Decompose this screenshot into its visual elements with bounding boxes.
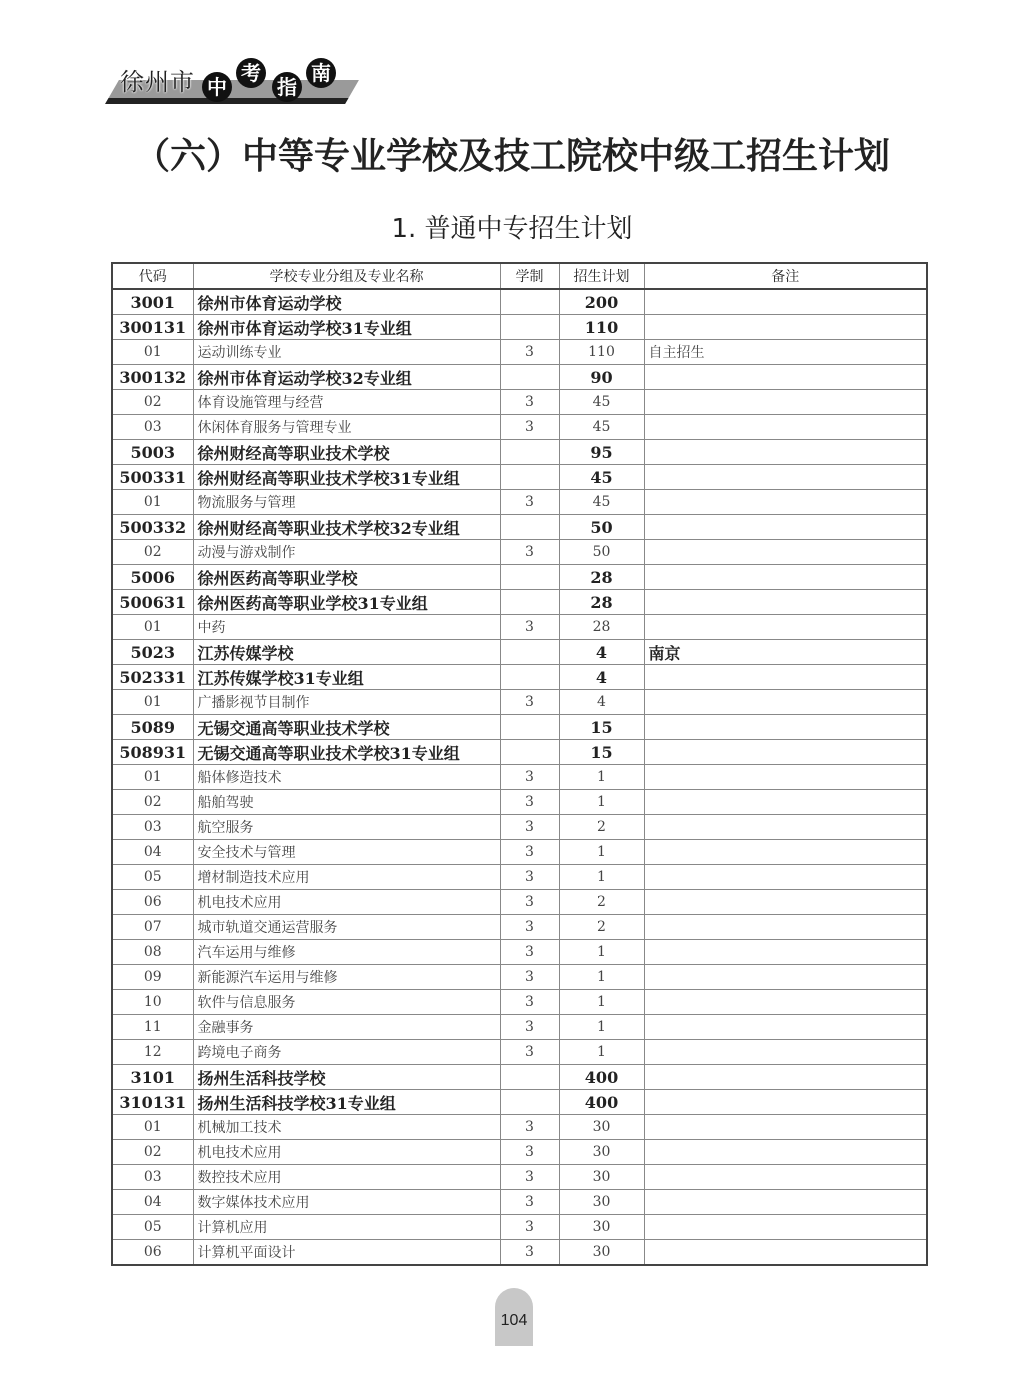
cell-plan: 1 xyxy=(559,1015,644,1040)
cell-note xyxy=(644,490,927,515)
cell-name: 扬州生活科技学校31专业组 xyxy=(193,1090,500,1115)
table-row xyxy=(112,515,927,540)
cell-plan: 2 xyxy=(559,815,644,840)
cell-years xyxy=(500,365,559,390)
cell-name: 新能源汽车运用与维修 xyxy=(193,965,500,990)
table-row xyxy=(112,1040,927,1065)
table-row xyxy=(112,565,927,590)
table-row xyxy=(112,315,927,340)
table-row xyxy=(112,1090,927,1115)
cell-plan: 1 xyxy=(559,940,644,965)
cell-note xyxy=(644,415,927,440)
cell-code: 01 xyxy=(112,615,193,640)
table-row xyxy=(112,615,927,640)
cell-code: 5003 xyxy=(112,440,193,465)
table-row xyxy=(112,289,927,315)
cell-plan: 15 xyxy=(559,715,644,740)
cell-plan: 1 xyxy=(559,790,644,815)
cell-years xyxy=(500,465,559,490)
cell-code: 05 xyxy=(112,1215,193,1240)
table-row xyxy=(112,465,927,490)
page-number: 104 xyxy=(495,1288,533,1346)
cell-plan: 30 xyxy=(559,1190,644,1215)
header-plan: 招生计划 xyxy=(559,263,644,289)
cell-code: 06 xyxy=(112,1240,193,1266)
cell-code: 02 xyxy=(112,790,193,815)
cell-plan: 50 xyxy=(559,540,644,565)
cell-years xyxy=(500,1065,559,1090)
cell-note xyxy=(644,765,927,790)
cell-years: 3 xyxy=(500,490,559,515)
cell-plan: 90 xyxy=(559,365,644,390)
table-row xyxy=(112,890,927,915)
cell-name: 船体修造技术 xyxy=(193,765,500,790)
cell-code: 500332 xyxy=(112,515,193,540)
page-title: （六）中等专业学校及技工院校中级工招生计划 xyxy=(133,136,890,177)
cell-plan: 2 xyxy=(559,915,644,940)
table-row xyxy=(112,440,927,465)
cell-code: 01 xyxy=(112,340,193,365)
table-row xyxy=(112,915,927,940)
cell-name: 数控技术应用 xyxy=(193,1165,500,1190)
cell-name: 徐州医药高等职业学校 xyxy=(193,565,500,590)
table-row xyxy=(112,1140,927,1165)
cell-plan: 30 xyxy=(559,1140,644,1165)
table-body xyxy=(112,289,927,1265)
cell-code: 500331 xyxy=(112,465,193,490)
cell-note: 自主招生 xyxy=(644,340,927,365)
cell-years: 3 xyxy=(500,890,559,915)
cell-note: 南京 xyxy=(644,640,927,665)
table-row xyxy=(112,1115,927,1140)
table-row xyxy=(112,1240,927,1266)
table-row xyxy=(112,415,927,440)
cell-code: 03 xyxy=(112,815,193,840)
cell-years: 3 xyxy=(500,915,559,940)
cell-code: 310131 xyxy=(112,1090,193,1115)
cell-plan: 1 xyxy=(559,865,644,890)
cell-code: 10 xyxy=(112,990,193,1015)
cell-code: 02 xyxy=(112,540,193,565)
cell-code: 01 xyxy=(112,690,193,715)
cell-years: 3 xyxy=(500,1190,559,1215)
cell-name: 徐州财经高等职业技术学校 xyxy=(193,440,500,465)
cell-code: 500631 xyxy=(112,590,193,615)
cell-note xyxy=(644,1190,927,1215)
cell-code: 01 xyxy=(112,1115,193,1140)
cell-years: 3 xyxy=(500,990,559,1015)
cell-note xyxy=(644,815,927,840)
cell-plan: 30 xyxy=(559,1215,644,1240)
cell-note xyxy=(644,515,927,540)
cell-years xyxy=(500,590,559,615)
table-row xyxy=(112,865,927,890)
cell-plan: 30 xyxy=(559,1115,644,1140)
cell-note xyxy=(644,1165,927,1190)
cell-name: 航空服务 xyxy=(193,815,500,840)
cell-years xyxy=(500,640,559,665)
table-row xyxy=(112,640,927,665)
cell-note xyxy=(644,890,927,915)
cell-years: 3 xyxy=(500,1240,559,1266)
cell-name: 计算机平面设计 xyxy=(193,1240,500,1266)
cell-plan: 95 xyxy=(559,440,644,465)
table-row xyxy=(112,765,927,790)
section-subtitle: 1. 普通中专招生计划 xyxy=(391,214,633,244)
table-row xyxy=(112,690,927,715)
cell-years: 3 xyxy=(500,1115,559,1140)
cell-years: 3 xyxy=(500,615,559,640)
cell-code: 02 xyxy=(112,390,193,415)
cell-name: 江苏传媒学校 xyxy=(193,640,500,665)
cell-years xyxy=(500,515,559,540)
cell-name: 运动训练专业 xyxy=(193,340,500,365)
cell-note xyxy=(644,615,927,640)
cell-plan: 110 xyxy=(559,340,644,365)
table-row xyxy=(112,815,927,840)
cell-code: 07 xyxy=(112,915,193,940)
cell-name: 物流服务与管理 xyxy=(193,490,500,515)
cell-code: 08 xyxy=(112,940,193,965)
cell-plan: 400 xyxy=(559,1065,644,1090)
cell-name: 机电技术应用 xyxy=(193,890,500,915)
table-row xyxy=(112,940,927,965)
cell-years xyxy=(500,289,559,315)
cell-code: 04 xyxy=(112,1190,193,1215)
table-row xyxy=(112,1165,927,1190)
cell-years: 3 xyxy=(500,690,559,715)
cell-name: 机电技术应用 xyxy=(193,1140,500,1165)
table-header-row xyxy=(112,263,927,289)
cell-years xyxy=(500,440,559,465)
cell-name: 中药 xyxy=(193,615,500,640)
cell-plan: 28 xyxy=(559,565,644,590)
cell-plan: 30 xyxy=(559,1165,644,1190)
cell-code: 01 xyxy=(112,490,193,515)
cell-code: 12 xyxy=(112,1040,193,1065)
table-row xyxy=(112,990,927,1015)
cell-note xyxy=(644,1215,927,1240)
cell-years: 3 xyxy=(500,390,559,415)
cell-years xyxy=(500,565,559,590)
cell-years: 3 xyxy=(500,965,559,990)
cell-note xyxy=(644,365,927,390)
table-row xyxy=(112,490,927,515)
cell-name: 动漫与游戏制作 xyxy=(193,540,500,565)
cell-code: 5023 xyxy=(112,640,193,665)
cell-name: 徐州医药高等职业学校31专业组 xyxy=(193,590,500,615)
cell-plan: 15 xyxy=(559,740,644,765)
cell-code: 300132 xyxy=(112,365,193,390)
cell-code: 01 xyxy=(112,765,193,790)
cell-note xyxy=(644,465,927,490)
cell-code: 04 xyxy=(112,840,193,865)
cell-plan: 1 xyxy=(559,965,644,990)
cell-code: 11 xyxy=(112,1015,193,1040)
cell-name: 船舶驾驶 xyxy=(193,790,500,815)
cell-name: 扬州生活科技学校 xyxy=(193,1065,500,1090)
cell-years: 3 xyxy=(500,415,559,440)
cell-plan: 110 xyxy=(559,315,644,340)
cell-plan: 4 xyxy=(559,665,644,690)
cell-years: 3 xyxy=(500,940,559,965)
table-row xyxy=(112,965,927,990)
cell-code: 5089 xyxy=(112,715,193,740)
cell-note xyxy=(644,289,927,315)
cell-years: 3 xyxy=(500,790,559,815)
cell-name: 跨境电子商务 xyxy=(193,1040,500,1065)
cell-note xyxy=(644,865,927,890)
table-row xyxy=(112,840,927,865)
cell-years: 3 xyxy=(500,1165,559,1190)
cell-code: 03 xyxy=(112,1165,193,1190)
guide-banner xyxy=(108,52,358,112)
cell-note xyxy=(644,965,927,990)
cell-note xyxy=(644,990,927,1015)
cell-name: 广播影视节目制作 xyxy=(193,690,500,715)
cell-code: 300131 xyxy=(112,315,193,340)
cell-years xyxy=(500,1090,559,1115)
cell-name: 计算机应用 xyxy=(193,1215,500,1240)
table-row xyxy=(112,540,927,565)
cell-name: 软件与信息服务 xyxy=(193,990,500,1015)
cell-name: 机械加工技术 xyxy=(193,1115,500,1140)
cell-plan: 1 xyxy=(559,1040,644,1065)
table-row xyxy=(112,1190,927,1215)
cell-name: 安全技术与管理 xyxy=(193,840,500,865)
cell-name: 徐州市体育运动学校31专业组 xyxy=(193,315,500,340)
cell-years: 3 xyxy=(500,1215,559,1240)
cell-name: 汽车运用与维修 xyxy=(193,940,500,965)
table-row xyxy=(112,790,927,815)
cell-note xyxy=(644,790,927,815)
cell-name: 增材制造技术应用 xyxy=(193,865,500,890)
cell-note xyxy=(644,1040,927,1065)
cell-code: 03 xyxy=(112,415,193,440)
table-row xyxy=(112,340,927,365)
cell-code: 02 xyxy=(112,1140,193,1165)
cell-plan: 45 xyxy=(559,390,644,415)
cell-plan: 45 xyxy=(559,465,644,490)
cell-note xyxy=(644,440,927,465)
table-row xyxy=(112,1215,927,1240)
table-row xyxy=(112,390,927,415)
cell-name: 徐州市体育运动学校 xyxy=(193,289,500,315)
cell-code: 502331 xyxy=(112,665,193,690)
cell-note xyxy=(644,915,927,940)
cell-plan: 4 xyxy=(559,690,644,715)
cell-plan: 1 xyxy=(559,990,644,1015)
cell-plan: 45 xyxy=(559,415,644,440)
cell-years: 3 xyxy=(500,765,559,790)
header-note: 备注 xyxy=(644,263,927,289)
banner-char: 中 xyxy=(202,72,232,102)
cell-years: 3 xyxy=(500,815,559,840)
cell-note xyxy=(644,1115,927,1140)
cell-name: 无锡交通高等职业技术学校31专业组 xyxy=(193,740,500,765)
cell-plan: 200 xyxy=(559,289,644,315)
cell-years: 3 xyxy=(500,1015,559,1040)
cell-years xyxy=(500,315,559,340)
banner-char: 考 xyxy=(236,58,266,88)
cell-plan: 400 xyxy=(559,1090,644,1115)
cell-plan: 2 xyxy=(559,890,644,915)
cell-years: 3 xyxy=(500,1140,559,1165)
cell-plan: 1 xyxy=(559,765,644,790)
table-row xyxy=(112,740,927,765)
banner-char: 指 xyxy=(272,72,302,102)
cell-code: 09 xyxy=(112,965,193,990)
header-code: 代码 xyxy=(112,263,193,289)
table-row xyxy=(112,590,927,615)
cell-name: 徐州财经高等职业技术学校32专业组 xyxy=(193,515,500,540)
cell-code: 3001 xyxy=(112,289,193,315)
cell-plan: 28 xyxy=(559,615,644,640)
banner-char: 南 xyxy=(306,58,336,88)
cell-years: 3 xyxy=(500,840,559,865)
cell-name: 徐州市体育运动学校32专业组 xyxy=(193,365,500,390)
cell-note xyxy=(644,540,927,565)
cell-note xyxy=(644,740,927,765)
header-years: 学制 xyxy=(500,263,559,289)
cell-years xyxy=(500,740,559,765)
cell-years xyxy=(500,715,559,740)
table-row xyxy=(112,1065,927,1090)
cell-plan: 50 xyxy=(559,515,644,540)
cell-years xyxy=(500,665,559,690)
cell-note xyxy=(644,1140,927,1165)
cell-name: 无锡交通高等职业技术学校 xyxy=(193,715,500,740)
cell-plan: 28 xyxy=(559,590,644,615)
cell-name: 休闲体育服务与管理专业 xyxy=(193,415,500,440)
cell-name: 体育设施管理与经营 xyxy=(193,390,500,415)
cell-years: 3 xyxy=(500,865,559,890)
cell-note xyxy=(644,1090,927,1115)
enrollment-table xyxy=(111,262,928,1266)
cell-years: 3 xyxy=(500,1040,559,1065)
table-row xyxy=(112,665,927,690)
cell-note xyxy=(644,840,927,865)
cell-code: 05 xyxy=(112,865,193,890)
cell-code: 3101 xyxy=(112,1065,193,1090)
cell-code: 06 xyxy=(112,890,193,915)
cell-years: 3 xyxy=(500,540,559,565)
cell-name: 数字媒体技术应用 xyxy=(193,1190,500,1215)
cell-note xyxy=(644,690,927,715)
cell-name: 城市轨道交通运营服务 xyxy=(193,915,500,940)
cell-note xyxy=(644,1065,927,1090)
cell-note xyxy=(644,940,927,965)
header-name: 学校专业分组及专业名称 xyxy=(193,263,500,289)
table-row xyxy=(112,1015,927,1040)
cell-note xyxy=(644,1015,927,1040)
cell-note xyxy=(644,590,927,615)
cell-code: 5006 xyxy=(112,565,193,590)
banner-city: 徐州市 xyxy=(120,68,195,96)
cell-plan: 30 xyxy=(559,1240,644,1266)
cell-code: 508931 xyxy=(112,740,193,765)
cell-note xyxy=(644,390,927,415)
cell-plan: 4 xyxy=(559,640,644,665)
cell-name: 金融事务 xyxy=(193,1015,500,1040)
cell-note xyxy=(644,565,927,590)
cell-plan: 45 xyxy=(559,490,644,515)
cell-name: 江苏传媒学校31专业组 xyxy=(193,665,500,690)
cell-note xyxy=(644,315,927,340)
table-row xyxy=(112,365,927,390)
cell-note xyxy=(644,665,927,690)
cell-name: 徐州财经高等职业技术学校31专业组 xyxy=(193,465,500,490)
cell-note xyxy=(644,715,927,740)
cell-plan: 1 xyxy=(559,840,644,865)
table-row xyxy=(112,715,927,740)
cell-years: 3 xyxy=(500,340,559,365)
cell-note xyxy=(644,1240,927,1266)
